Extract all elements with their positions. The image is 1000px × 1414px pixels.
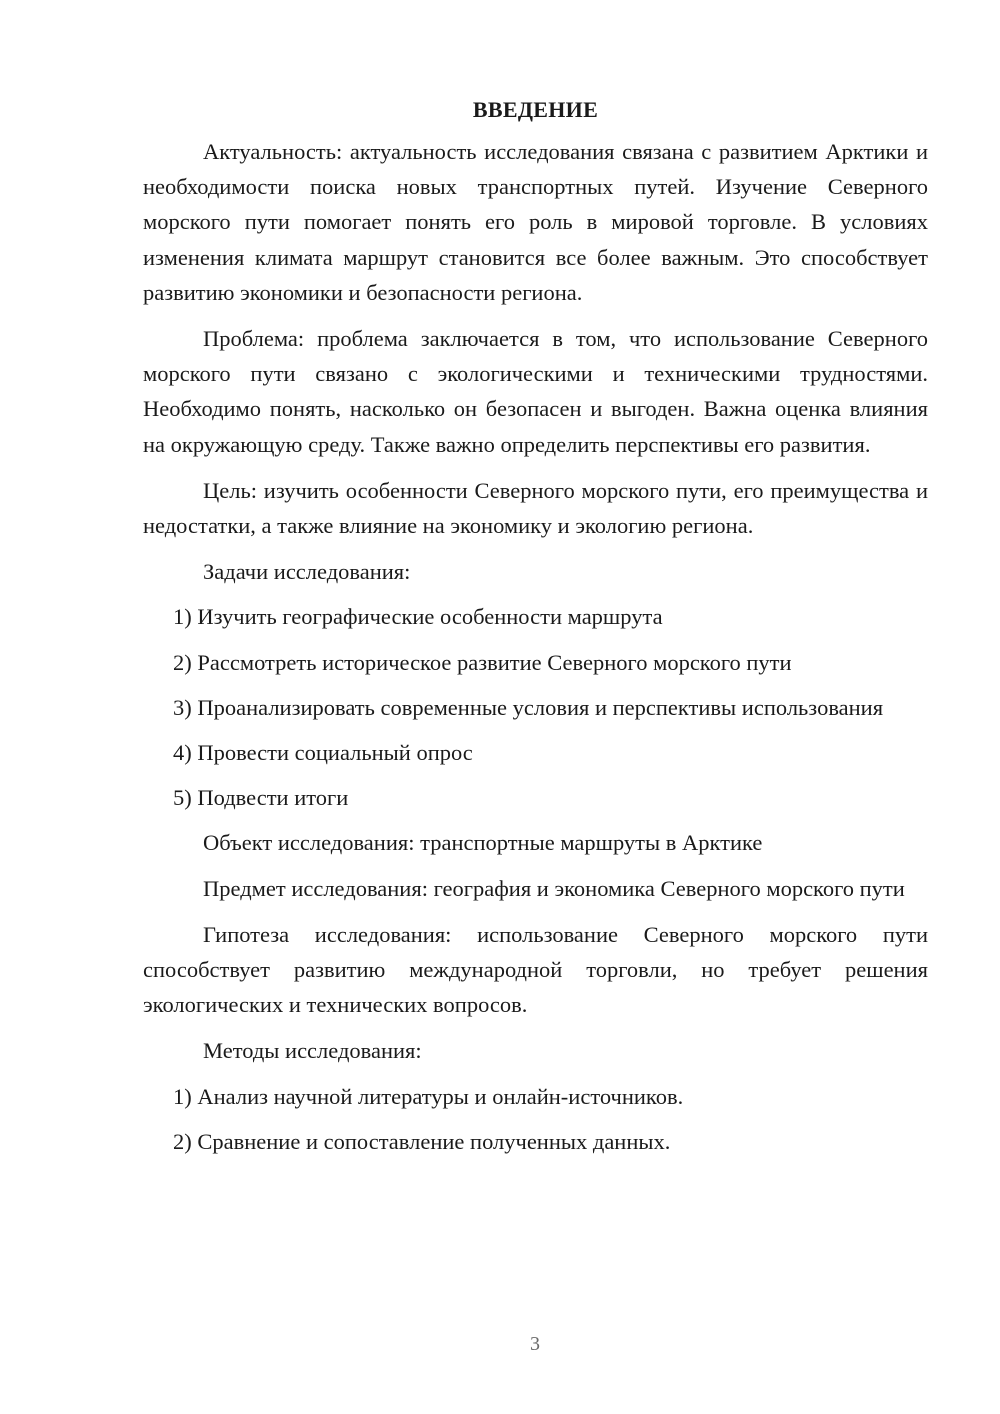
task-item: 1) Изучить географические особенности маршрута xyxy=(173,604,663,630)
task-item: 5) Подвести итоги xyxy=(173,785,349,811)
subject-paragraph: Предмет исследования: география и экономика Северного морского пути xyxy=(203,875,905,901)
document-page xyxy=(143,96,928,1159)
methods-title: Методы исследования: xyxy=(203,1038,422,1064)
relevance-paragraph: Актуальность: актуальность исследования связана с развитием Арктики и необходимости поиска новых транспортных путей. Изучение Северного морского пути помогает понять его роль в мировой торговле. В условиях изменения климата маршрут становится все более важным. Это способствует развитию экономики и безопасности региона. xyxy=(143,139,928,305)
object-paragraph: Объект исследования: транспортные маршруты в Арктике xyxy=(203,830,763,856)
problem-paragraph: Проблема: проблема заключается в том, что использование Северного морского пути связано с экологическими и техническими трудностями. Необходимо понять, насколько он безопасен и выгоден. Важна оценка влияния на окружающую среду. Также важно определить перспективы его развития. xyxy=(143,326,928,457)
goal-paragraph: Цель: изучить особенности Северного морского пути, его преимущества и недостатки, а также влияние на экономику и экологию региона. xyxy=(143,477,928,539)
hypothesis-paragraph: Гипотеза исследования: использование Северного морского пути способствует развитию международной торговли, но требует решения экологических и технических вопросов. xyxy=(143,921,928,1018)
page-number: 3 xyxy=(530,1333,540,1355)
task-item: 3) Проанализировать современные условия и перспективы использования xyxy=(173,694,884,720)
method-item: 2) Сравнение и сопоставление полученных данных. xyxy=(173,1128,671,1154)
method-item: 1) Анализ научной литературы и онлайн-источников. xyxy=(173,1083,684,1109)
section-heading: ВВЕДЕНИЕ xyxy=(472,97,599,122)
tasks-title: Задачи исследования: xyxy=(203,559,411,585)
task-item: 4) Провести социальный опрос xyxy=(173,740,473,766)
task-item: 2) Рассмотреть историческое развитие Северного морского пути xyxy=(173,649,792,675)
